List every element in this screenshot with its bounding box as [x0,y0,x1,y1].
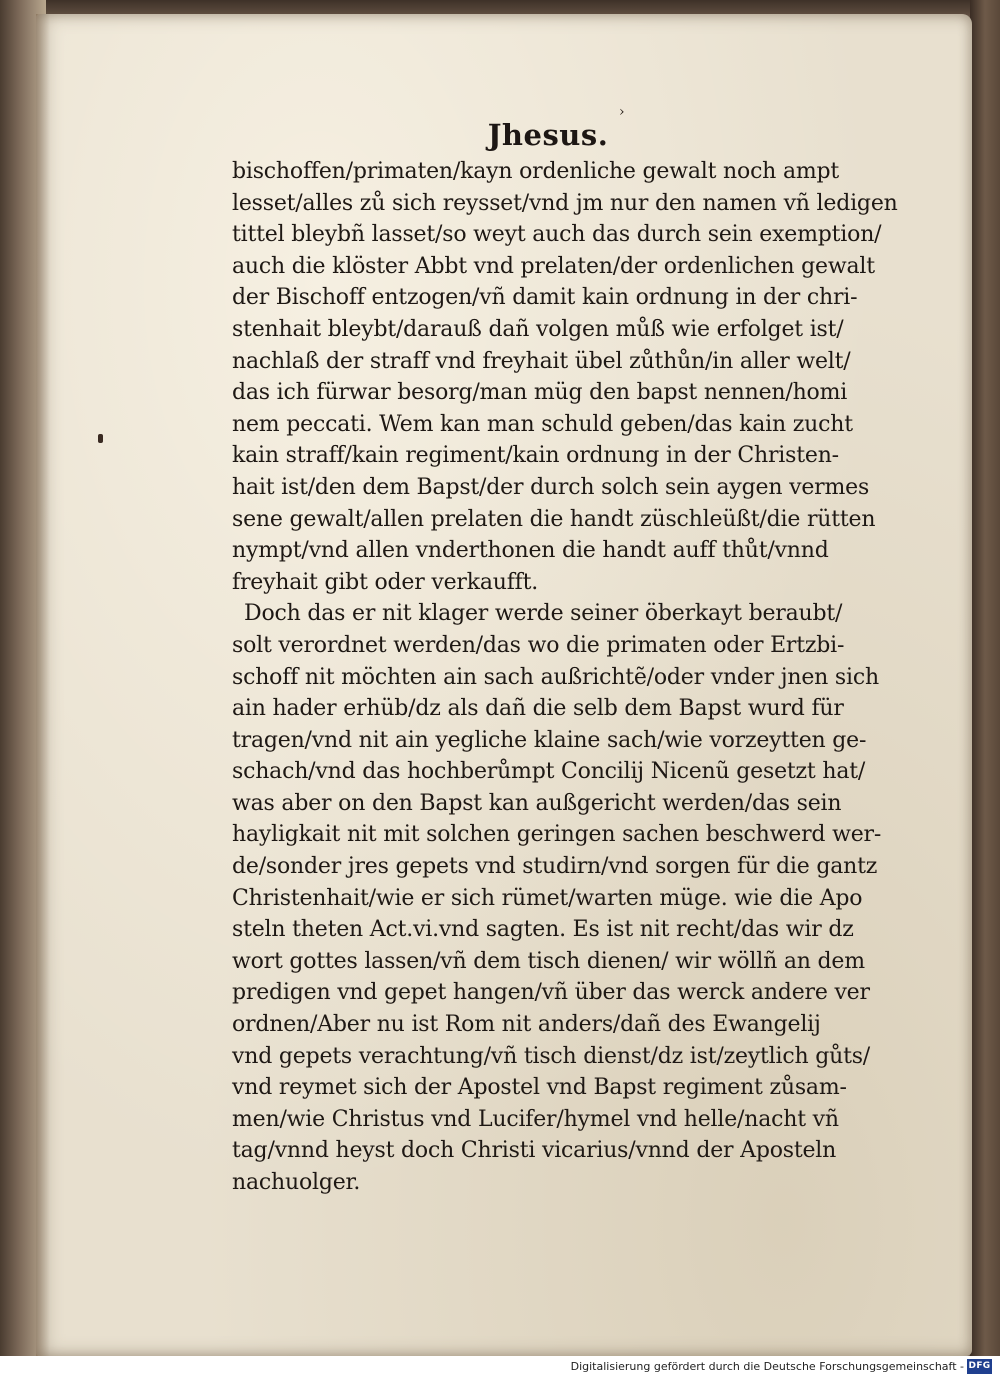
text-line: tragen/vnd nit ain yegliche klaine sach/wie vorzeytten ge- [232,727,867,753]
text-line: auch die klöster Abbt vnd prelaten/der ordenlichen gewalt [232,253,875,279]
text-line: lesset/alles zů sich reysset/vnd jm nur den namen vñ ledigen [232,190,898,216]
footer-bar [0,1356,1000,1378]
text-line: hait ist/den dem Bapst/der durch solch sein aygen vermes [232,474,870,500]
dfg-logo[interactable]: DFG [967,1359,992,1374]
book-cover-edge [970,0,1000,1356]
text-line: nem peccati. Wem kan man schuld geben/das kain zucht [232,411,853,437]
text-line: vnd gepets verachtung/vñ tisch dienst/dz ist/zeytlich gůts/ [232,1043,871,1069]
funding-credit: Digitalisierung gefördert durch die Deutsche Forschungsgemeinschaft - [570,1360,964,1373]
text-line: was aber on den Bapst kan außgericht werden/das sein [232,790,842,816]
text-line: nachuolger. [232,1170,361,1195]
body-text [232,156,952,1199]
text-line: Christenhait/wie er sich rümet/warten müge. wie die Apo [232,885,863,911]
ink-spot [98,434,103,443]
text-line: kain straff/kain regiment/kain ordnung in der Christen- [232,443,839,469]
text-line: ain hader erhüb/dz als dañ die selb dem Bapst wurd für [232,696,844,722]
text-line: vnd reymet sich der Apostel vnd Bapst regiment zůsam- [232,1075,847,1101]
text-line: nachlaß der straff vnd freyhait übel zůthůn/in aller welt/ [232,348,851,374]
text-line: solt verordnet werden/das wo die primaten oder Ertzbi- [232,632,845,658]
book-page [36,14,972,1356]
text-line: hayligkait nit mit solchen geringen sachen beschwerd wer- [232,822,882,848]
text-line: bischoffen/primaten/kayn ordenliche gewalt noch ampt [232,159,840,184]
text-line: men/wie Christus vnd Lucifer/hymel vnd helle/nacht vñ [232,1106,839,1132]
text-line: predigen vnd gepet hangen/vñ über das werck andere ver [232,980,870,1006]
page-fold-shadow [36,14,50,1356]
text-line: de/sonder jres gepets vnd studirn/vnd sorgen für die gantz [232,854,878,880]
text-line: sene gewalt/allen prelaten die handt züschleüßt/die rütten [232,506,876,532]
text-line: tittel bleybñ lasset/so weyt auch das durch sein exemption/ [232,222,882,248]
page-header: Jhesus. [487,118,609,152]
text-line: nympt/vnd allen vnderthonen die handt auff thůt/vnnd [232,538,829,564]
text-line: schach/vnd das hochberůmpt Concilij Nicenũ gesetzt hat/ [232,759,866,785]
text-line: tag/vnnd heyst doch Christi vicarius/vnnd der Aposteln [232,1138,837,1164]
text-line: das ich fürwar besorg/man müg den bapst nennen/homi [232,380,848,406]
text-line: wort gottes lassen/vñ dem tisch dienen/ wir wöllñ an dem [232,948,865,974]
text-line: der Bischoff entzogen/vñ damit kain ordnung in der chri- [232,285,858,311]
text-line: schoff nit möchten ain sach außrichtẽ/oder vnder jnen sich [232,664,879,690]
text-line: ordnen/Aber nu ist Rom nit anders/dañ des Ewangelij [232,1012,821,1038]
text-line: freyhait gibt oder verkaufft. [232,569,539,595]
text-line: steln theten Act.vi.vnd sagten. Es ist nit recht/das wir dz [232,917,854,943]
text-line: stenhait bleybt/darauß dañ volgen můß wie erfolget ist/ [232,316,844,342]
text-line: Doch das er nit klager werde seiner öberkayt beraubt/ [244,601,843,627]
printer-mark: › [619,104,625,120]
